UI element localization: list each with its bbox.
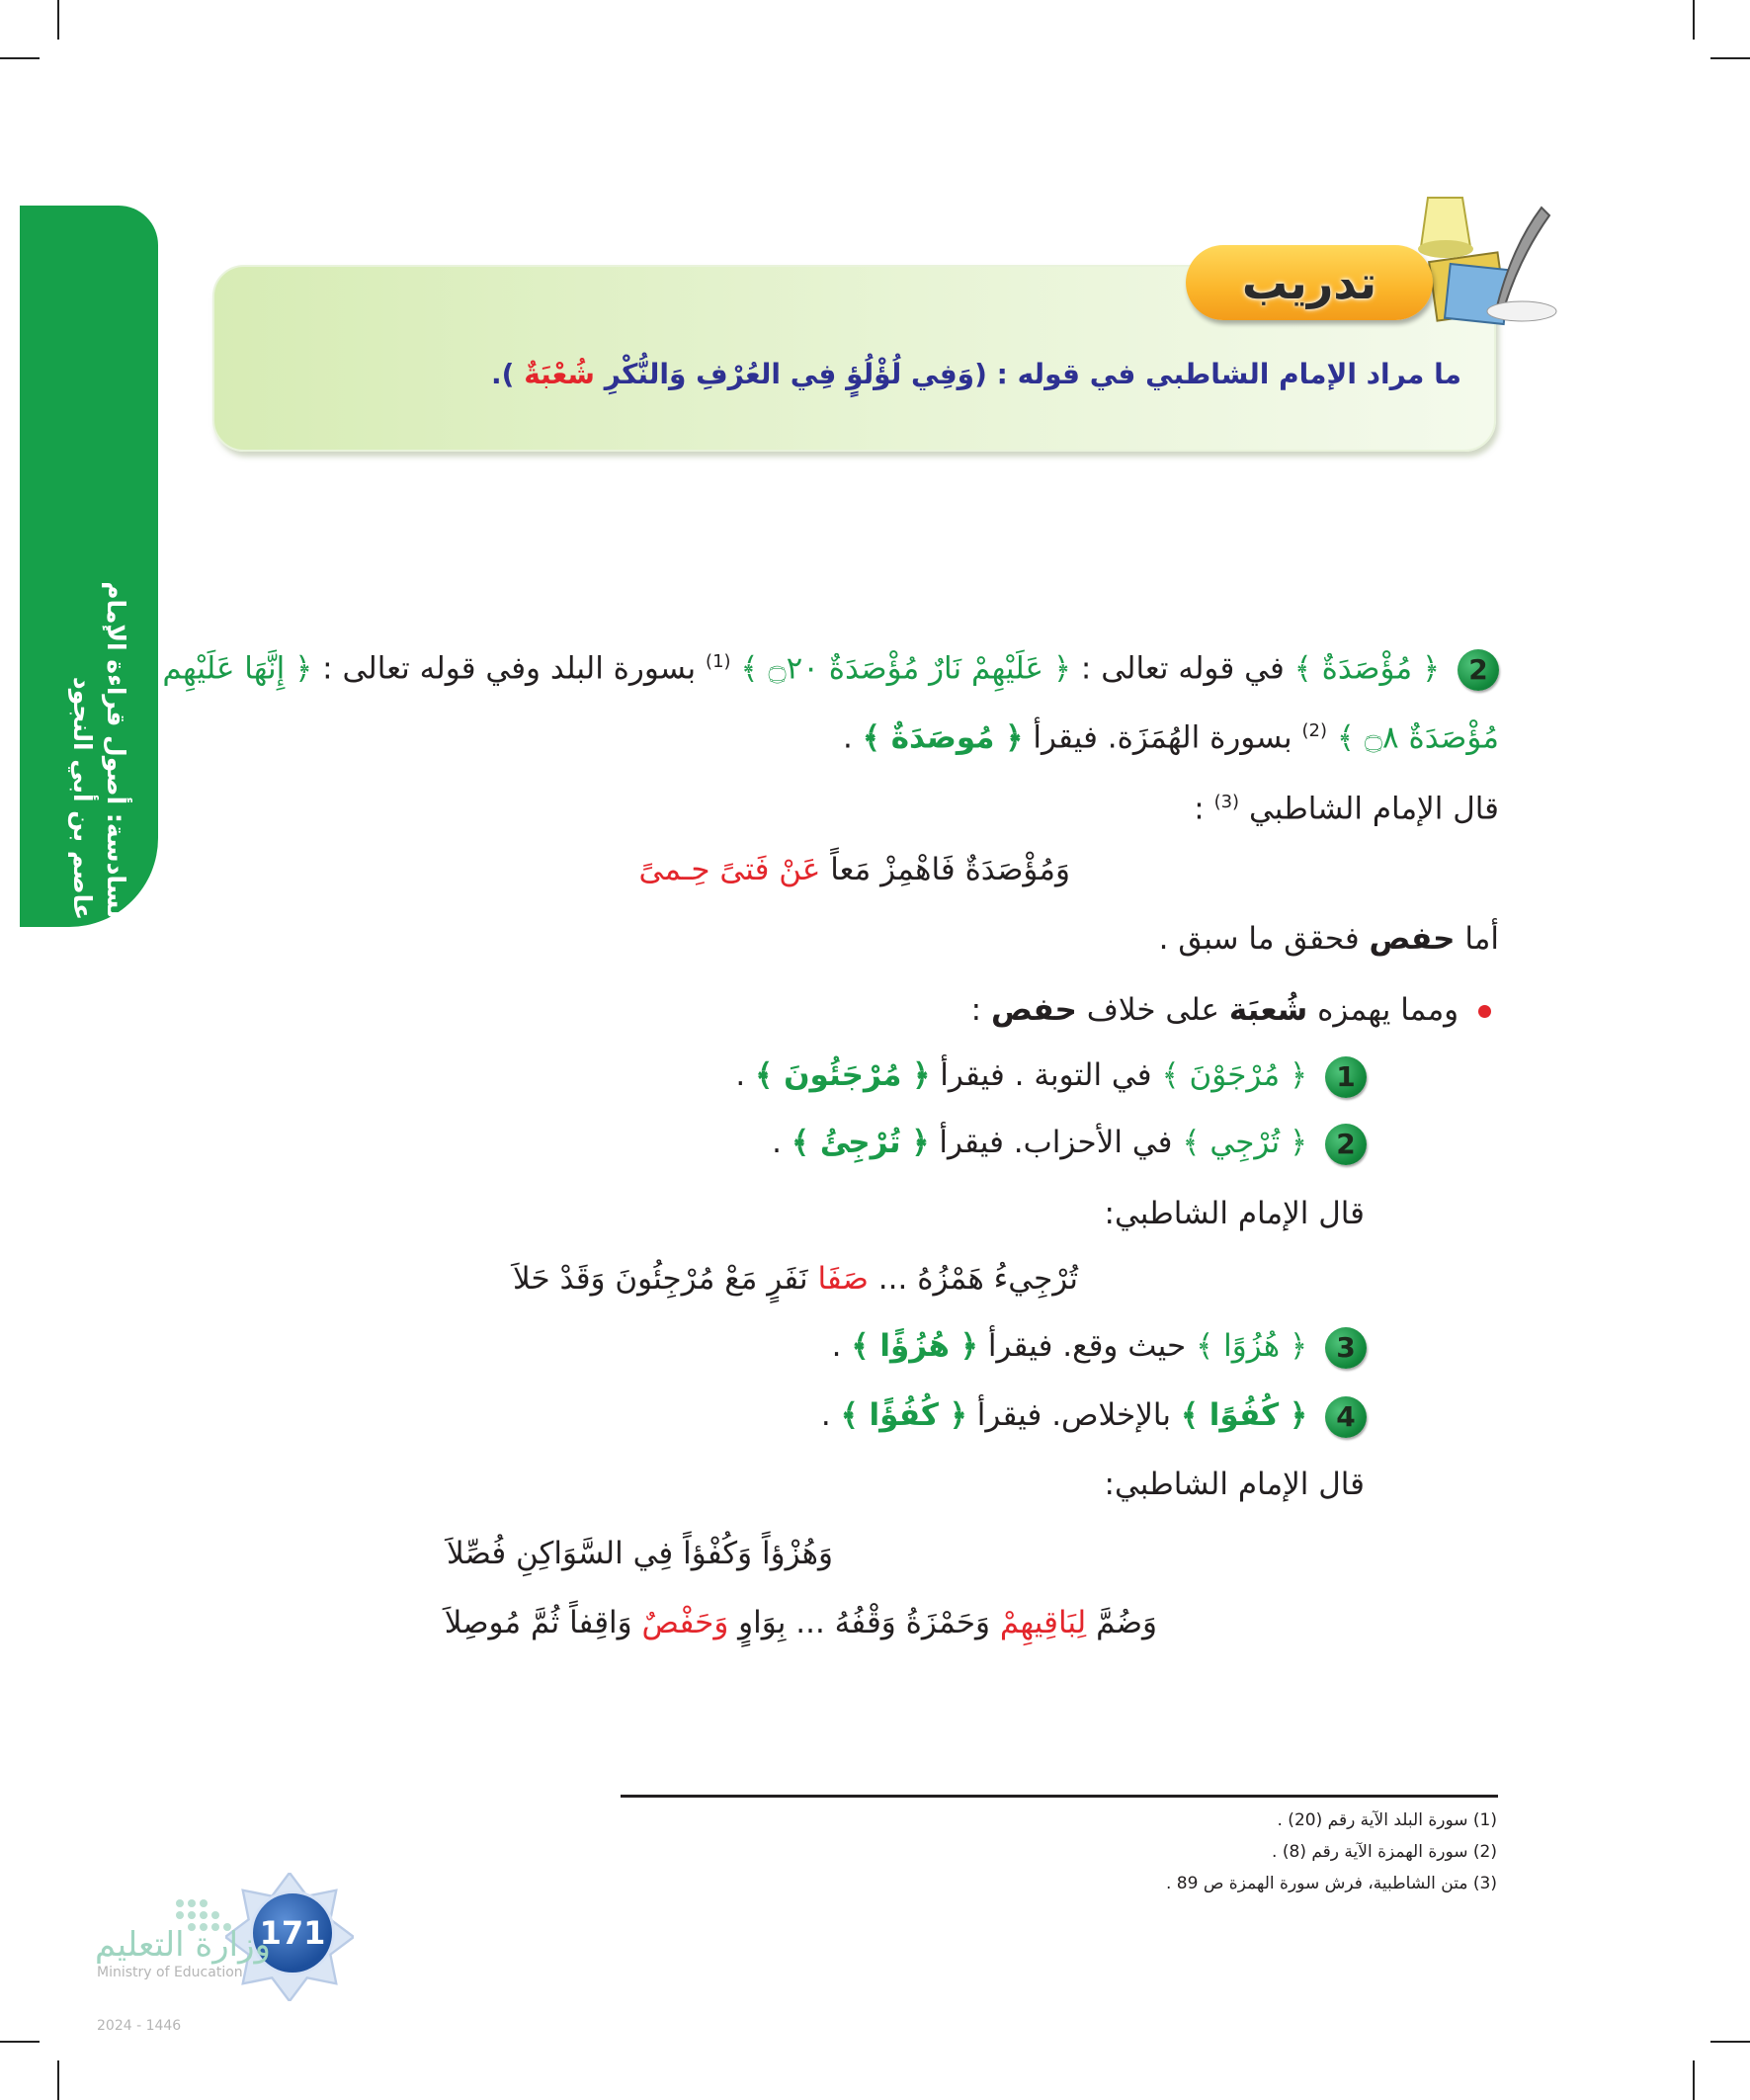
footnote: (2) سورة الهمزة الآية رقم (8) . bbox=[1272, 1842, 1497, 1862]
text: في الأحزاب. فيقرأ bbox=[939, 1125, 1173, 1160]
verse-text: وَضُمَّ bbox=[1096, 1605, 1157, 1640]
text: . bbox=[772, 1125, 783, 1160]
quran-verse: ﴿ إِنَّهَا عَلَيْهِم bbox=[162, 650, 313, 687]
ministry-name-ar: وزارة التعليم bbox=[95, 1925, 271, 1965]
text: قال الإمام الشاطبي: bbox=[1104, 1467, 1365, 1502]
item-number-badge: 3 bbox=[1325, 1327, 1367, 1369]
ministry-year: 2024 - 1446 bbox=[97, 2018, 182, 2034]
quran-reading: ﴿ كُفُؤًا ﴾ bbox=[840, 1397, 967, 1433]
question-prefix: ما مراد الإمام الشاطبي في قوله : bbox=[996, 358, 1461, 390]
verse-text: تُرْجِيءُ هَمْزُهُ ... bbox=[877, 1261, 1078, 1297]
footnote-ref: (3) bbox=[1213, 792, 1240, 812]
verse-3 bbox=[447, 1532, 833, 1575]
quran-verse: مُؤْصَدَةٌ ۝٨ ﴾ bbox=[1336, 719, 1499, 756]
question-end: ). bbox=[491, 358, 515, 390]
text: في قوله تعالى : bbox=[1080, 650, 1285, 687]
footnote: (3) متن الشاطبية، فرش سورة الهمزة ص 89 . bbox=[1165, 1874, 1497, 1893]
item-number-badge: 4 bbox=[1325, 1396, 1367, 1438]
footnote-ref: (2) bbox=[1301, 720, 1327, 741]
list-item bbox=[832, 1324, 1367, 1369]
question-highlight: شُعْبَةٌ bbox=[524, 358, 595, 390]
unit-side-tab bbox=[20, 206, 158, 1016]
verse-highlight: حِـمىً bbox=[638, 852, 710, 887]
verse-text: وَحَمْزَةُ وَقْفُهُ ... بِوَاوٍ bbox=[738, 1605, 990, 1640]
quran-verse: ﴿ عَلَيْهِمْ نَارٌ مُؤْصَدَةٌ ۝٢٠ ﴾ bbox=[740, 650, 1072, 687]
unit-title-line2: عاصم بن أبي النجود bbox=[68, 676, 97, 921]
item-number-badge: 2 bbox=[1325, 1124, 1367, 1165]
unit-title-line1: الوحدة السادسة: أصول قراءة الإمام bbox=[102, 581, 130, 1016]
verse-4 bbox=[445, 1601, 1157, 1644]
crop-mark bbox=[57, 2060, 59, 2100]
shatibi-quote-label-3 bbox=[1105, 1463, 1366, 1506]
text: قال الإمام الشاطبي bbox=[1248, 791, 1499, 827]
text-bold: شُعبَة bbox=[1228, 992, 1308, 1028]
text: . bbox=[831, 1328, 842, 1364]
verse-highlight: صَفَا bbox=[817, 1261, 869, 1297]
text: بالإخلاص. فيقرأ bbox=[976, 1397, 1171, 1433]
crop-mark bbox=[1693, 2060, 1695, 2100]
list-item bbox=[735, 1053, 1367, 1098]
crop-mark bbox=[1710, 2041, 1750, 2043]
verse-highlight: فَتىً bbox=[719, 852, 770, 887]
crop-mark bbox=[57, 0, 59, 40]
page-number: 171 bbox=[250, 1890, 335, 1975]
quran-reading: ﴿ مُرْجَئُونَ ﴾ bbox=[755, 1057, 931, 1093]
text-bold: حفص bbox=[1369, 921, 1456, 957]
text: : bbox=[970, 992, 982, 1028]
text: بسورة الهُمَزَة. فيقرأ bbox=[1033, 719, 1292, 756]
text: . bbox=[843, 719, 853, 756]
quran-word: ﴿ مُؤْصَدَةٌ ﴾ bbox=[1293, 650, 1441, 687]
text: في التوبة . فيقرأ bbox=[940, 1057, 1152, 1093]
question-quote: (وَفِي لُؤْلُؤٍ فِي العُرْفِ وَالنُّكْرِ bbox=[604, 358, 987, 390]
crop-mark bbox=[0, 57, 40, 59]
text: فحقق ما سبق . bbox=[1158, 921, 1360, 957]
quran-word: ﴿ تُرْجِي ﴾ bbox=[1182, 1125, 1308, 1160]
crop-mark bbox=[0, 2041, 40, 2043]
verse-highlight: وَحَفْصٌ bbox=[641, 1605, 729, 1640]
quran-reading: ﴿ مُوصَدَةٌ ﴾ bbox=[862, 719, 1024, 756]
item-number-badge: 2 bbox=[1458, 649, 1499, 691]
text: : bbox=[1194, 791, 1205, 827]
text: أما bbox=[1464, 921, 1499, 957]
footnote-divider bbox=[621, 1795, 1498, 1798]
quran-word: ﴿ هُزُوًا ﴾ bbox=[1196, 1328, 1308, 1364]
training-title: تدريب bbox=[1241, 256, 1377, 309]
quran-word: ﴿ كُفُوًا ﴾ bbox=[1180, 1397, 1308, 1433]
list-item bbox=[772, 1121, 1367, 1165]
quran-word: ﴿ مُرْجَوْنَ ﴾ bbox=[1161, 1057, 1308, 1093]
training-title-badge bbox=[1186, 245, 1433, 320]
footnote: (1) سورة البلد الآية رقم (20) . bbox=[1277, 1810, 1497, 1830]
crop-mark bbox=[1710, 57, 1750, 59]
text-bold: حفص bbox=[990, 992, 1077, 1028]
text: ومما يهمزه bbox=[1317, 992, 1459, 1028]
paragraph-line-1 bbox=[162, 640, 1499, 691]
text: على خلاف bbox=[1086, 992, 1219, 1028]
item-number-badge: 1 bbox=[1325, 1056, 1367, 1098]
verse-highlight: عَنْ bbox=[779, 852, 821, 887]
crop-mark bbox=[1693, 0, 1695, 40]
hafs-line bbox=[1159, 917, 1499, 961]
shatibi-quote-label-1 bbox=[1194, 781, 1499, 830]
verse-text: وَمُؤْصَدَةٌ فَاهْمِزْ مَعاً bbox=[830, 852, 1070, 887]
paragraph-line-2 bbox=[843, 710, 1499, 759]
verse-text: وَاقِفاً ثُمَّ مُوصِلاَ bbox=[444, 1605, 632, 1640]
ministry-name-en: Ministry of Education bbox=[97, 1965, 243, 1980]
footnote-ref: (1) bbox=[706, 651, 731, 672]
bullet-line bbox=[971, 988, 1491, 1032]
list-item bbox=[821, 1393, 1367, 1438]
text: حيث وقع. فيقرأ bbox=[987, 1328, 1187, 1364]
text: . bbox=[735, 1057, 746, 1093]
verse-text: وَهُزْؤاً وَكُفْؤاً فِي السَّوَاكِنِ فُصِّلاَ bbox=[446, 1536, 833, 1571]
verse-highlight: لِبَاقِيهِمْ bbox=[999, 1605, 1087, 1640]
verse-2 bbox=[513, 1257, 1078, 1301]
training-question bbox=[491, 358, 1461, 390]
verse-1 bbox=[639, 848, 1071, 891]
bullet-icon bbox=[1478, 1005, 1491, 1018]
quran-reading: ﴿ هُزُؤًا ﴾ bbox=[851, 1328, 978, 1364]
shatibi-quote-label-2 bbox=[1105, 1192, 1366, 1235]
quran-reading: ﴿ تُرْجِئُ ﴾ bbox=[791, 1125, 930, 1160]
text: . bbox=[820, 1397, 831, 1433]
verse-text: نَفَرٍ مَعْ مُرْجِئُونَ وَقَدْ حَلاَ bbox=[512, 1261, 808, 1297]
text: قال الإمام الشاطبي: bbox=[1104, 1196, 1365, 1231]
text: بسورة البلد وفي قوله تعالى : bbox=[322, 650, 697, 687]
unit-title bbox=[65, 551, 132, 1046]
